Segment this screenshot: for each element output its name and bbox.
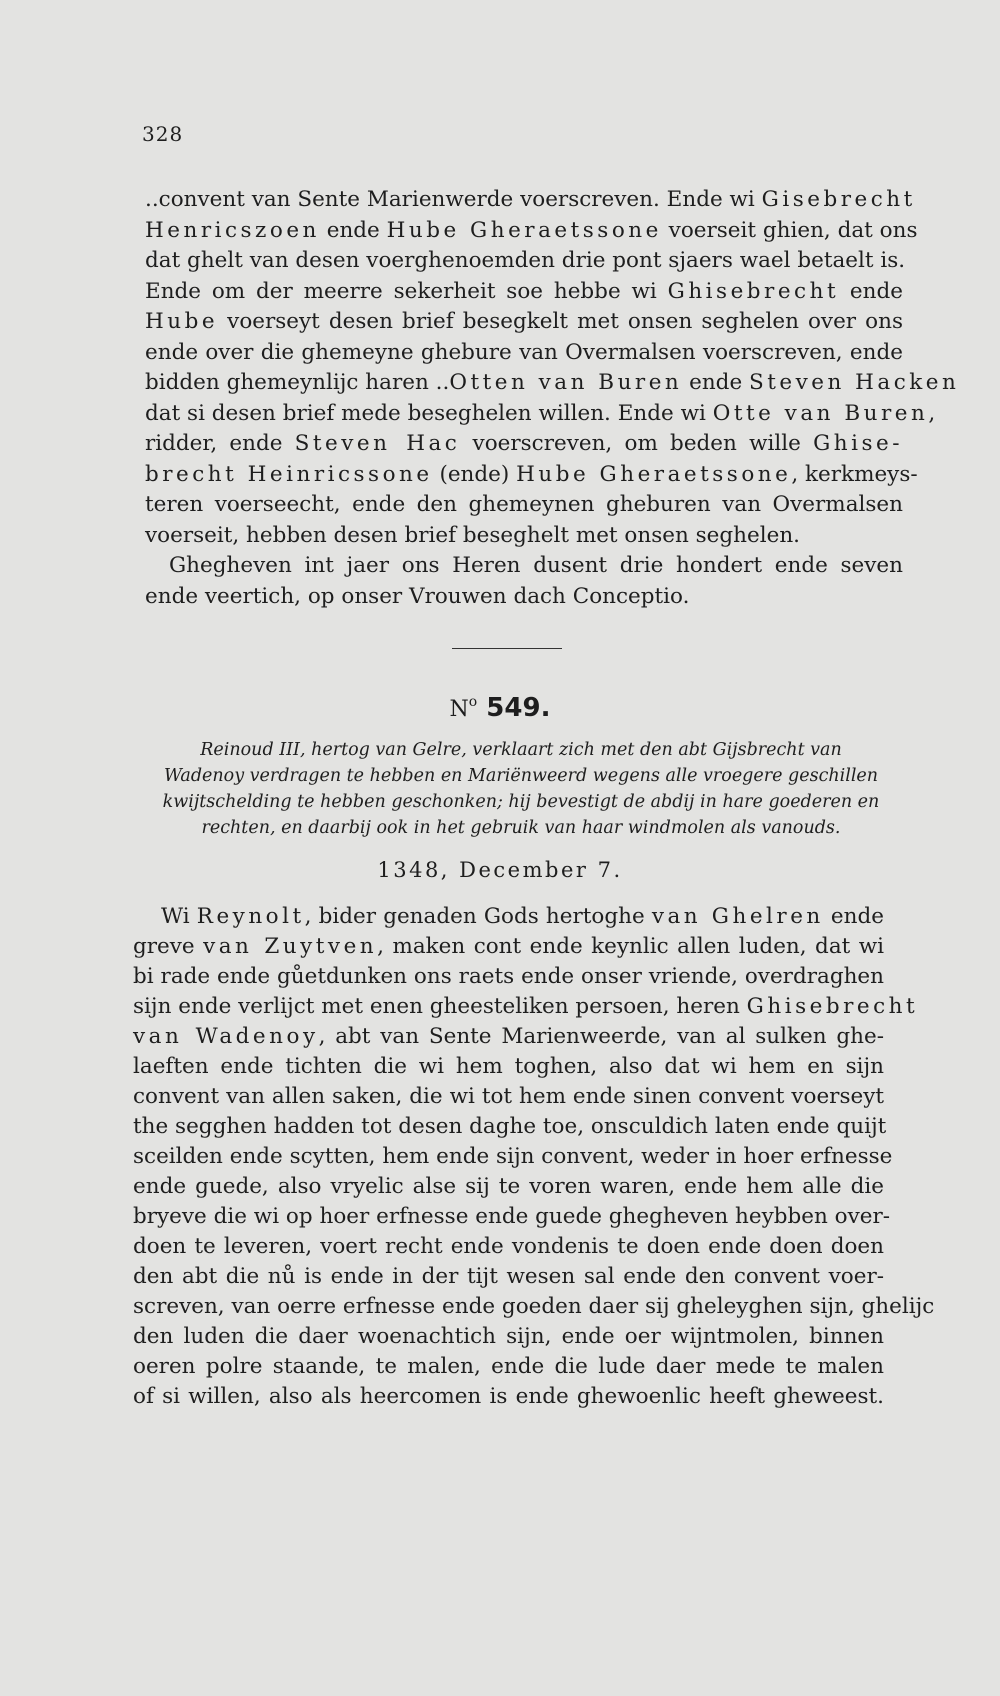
text-line: [133, 964, 884, 989]
spaced-name: Reynolt: [196, 904, 305, 929]
doc-number-suffix: o: [468, 694, 478, 710]
text-line: [133, 1114, 887, 1139]
text-line: [133, 1084, 884, 1109]
text-run: , kerkmeys-: [791, 461, 918, 487]
summary-line: kwijtschelding te hebben geschonken; hij bevestigt de abdij in hare goederen en: [162, 792, 880, 812]
text-run: ende: [319, 217, 387, 243]
text-run: Ende om der meerre sekerheit soe hebbe wi: [145, 278, 668, 304]
text-line: [133, 1204, 891, 1229]
doc-number-prefix: N: [449, 697, 469, 722]
spaced-name: van Wadenoy: [133, 1024, 319, 1049]
text-line: [169, 553, 903, 578]
text-run: voerscreven, om beden wille: [460, 431, 814, 456]
text-run: , abt van Sente Marienweerde, van al sulken ghe-: [318, 1024, 884, 1049]
text-run: dat ghelt van desen voerghenoemden drie pont sjaers wael betaelt is.: [145, 248, 906, 273]
text-line: [133, 1174, 884, 1199]
text-run: bryeve die wi op hoer erfnesse ende guede ghegheven heybben over-: [133, 1204, 891, 1229]
spaced-name: Steven Hacken: [749, 370, 960, 395]
text-run: voerseit, hebben desen brief beseghelt met onsen seghelen.: [145, 522, 801, 548]
text-run: ende guede, also vryelic alse sij te voren waren, ende hem alle die: [133, 1174, 884, 1199]
text-run: greve: [133, 934, 204, 959]
summary: [140, 737, 902, 841]
text-line: [133, 1294, 935, 1319]
text-run: ,: [928, 400, 936, 426]
text-run: sceilden ende scytten, hem ende sijn convent, weder in hoer erfnesse: [133, 1144, 893, 1169]
text-run: screven, van oerre erfnesse ende goeden daer sij gheleyghen sijn, ghelijc: [133, 1294, 935, 1319]
text-line: [145, 340, 903, 365]
text-run: , bider genaden Gods hertoghe: [304, 904, 652, 929]
page-number: 328: [142, 122, 184, 146]
text-line: [145, 400, 936, 426]
document-number: [0, 693, 1000, 723]
text-line: [145, 279, 903, 304]
text-line: [145, 431, 903, 456]
spaced-name: van Zuytven: [203, 934, 378, 959]
spaced-name: Ghise-: [813, 431, 903, 456]
text-line: [145, 523, 903, 548]
spaced-name: Otte van Buren: [712, 400, 929, 426]
text-run: ende over die ghemeyne ghebure van Overmalsen voerscreven, ende: [145, 339, 903, 365]
text-line: [145, 248, 906, 273]
text-line: [133, 1384, 884, 1409]
spaced-name: Henricszoen: [145, 217, 320, 243]
spaced-name: Otten van Buren: [449, 370, 683, 395]
text-run: den luden die daer woenachtich sijn, ende oer wijntmolen, binnen: [133, 1324, 884, 1349]
text-run: oeren polre staande, te malen, ende die lude daer mede te malen: [133, 1354, 884, 1379]
text-line: [133, 1024, 884, 1049]
summary-line: rechten, en daarbij ook in het gebruik van haar windmolen als vanouds.: [201, 818, 841, 838]
spaced-name: Steven Hac: [294, 431, 461, 456]
spaced-name: van Ghelren: [651, 904, 824, 929]
text-line: [145, 584, 903, 609]
text-run: laeften ende tichten die wi hem toghen, also dat wi hem en sijn: [133, 1054, 884, 1079]
text-run: voerseyt desen brief besegkelt met onsen seghelen over ons: [218, 309, 903, 334]
spaced-name: Ghisebrecht: [667, 278, 840, 304]
text-run: ende: [682, 370, 750, 395]
text-run: , maken cont ende keynlic allen luden, dat wi: [377, 934, 885, 959]
text-line: [133, 934, 884, 959]
text-run: Wi: [161, 904, 197, 929]
text-run: ende: [823, 904, 884, 929]
text-line: [145, 217, 918, 243]
text-line: [133, 1054, 884, 1079]
doc-number-value: 549.: [486, 693, 551, 723]
text-line: [133, 1264, 884, 1289]
text-line: [133, 1144, 893, 1169]
text-line: [145, 370, 960, 395]
spaced-name: Gisebrecht: [761, 187, 916, 212]
spaced-name: brecht Heinricssone: [145, 461, 433, 487]
text-line: [161, 904, 884, 929]
text-line: [133, 1354, 884, 1379]
text-run: (ende): [432, 461, 517, 487]
text-line: [145, 461, 918, 487]
spaced-name: Hube Gheraetssone: [516, 461, 792, 487]
text-run: of si willen, also als heercomen is ende ghewoenlic heeft gheweest.: [133, 1384, 884, 1409]
text-run: voerseit ghien, dat ons: [661, 217, 918, 243]
document-date: 1348, December 7.: [377, 858, 623, 882]
spaced-name: Hube Gheraetssone: [386, 217, 662, 243]
summary-line: Reinoud III, hertog van Gelre, verklaart zich met den abt Gijsbrecht van: [200, 740, 842, 760]
text-run: sijn ende verlijct met enen gheesteliken persoen, heren: [133, 994, 747, 1019]
text-line: [145, 492, 903, 517]
text-run: ..convent van Sente Marienwerde voerscreven. Ende wi: [145, 187, 762, 212]
spaced-name: Ghisebrecht: [746, 994, 919, 1019]
summary-line: Wadenoy verdragen te hebben en Mariënweerd wegens alle vroegere geschillen: [163, 766, 879, 786]
text-run: the segghen hadden tot desen daghe toe, onsculdich laten ende quijt: [133, 1114, 887, 1139]
text-run: teren voerseecht, ende den ghemeynen gheburen van Overmalsen: [145, 492, 903, 517]
text-run: ende veertich, op onser Vrouwen dach Conceptio.: [145, 583, 690, 609]
text-run: ridder, ende: [145, 431, 295, 456]
text-run: bidden ghemeynlijc haren ..: [145, 370, 450, 395]
text-line: [145, 309, 903, 334]
text-run: doen te leveren, voert recht ende vondenis te doen ende doen doen: [133, 1234, 884, 1259]
text-run: ende: [839, 278, 903, 304]
text-run: bi rade ende gůetdunken ons raets ende onser vriende, overdraghen: [133, 964, 884, 989]
text-run: convent van allen saken, die wi tot hem ende sinen convent voerseyt: [133, 1084, 884, 1109]
text-run: den abt die nů is ende in der tijt wesen sal ende den convent voer-: [133, 1264, 884, 1289]
text-line: [133, 1234, 884, 1259]
section-divider: [452, 648, 562, 649]
spaced-name: Hube: [145, 309, 219, 334]
text-line: [145, 187, 916, 212]
text-line: [133, 994, 919, 1019]
text-line: [133, 1324, 884, 1349]
text-run: Ghegheven int jaer ons Heren dusent drie hondert ende seven: [169, 553, 903, 578]
text-run: dat si desen brief mede beseghelen willen. Ende wi: [145, 400, 713, 426]
